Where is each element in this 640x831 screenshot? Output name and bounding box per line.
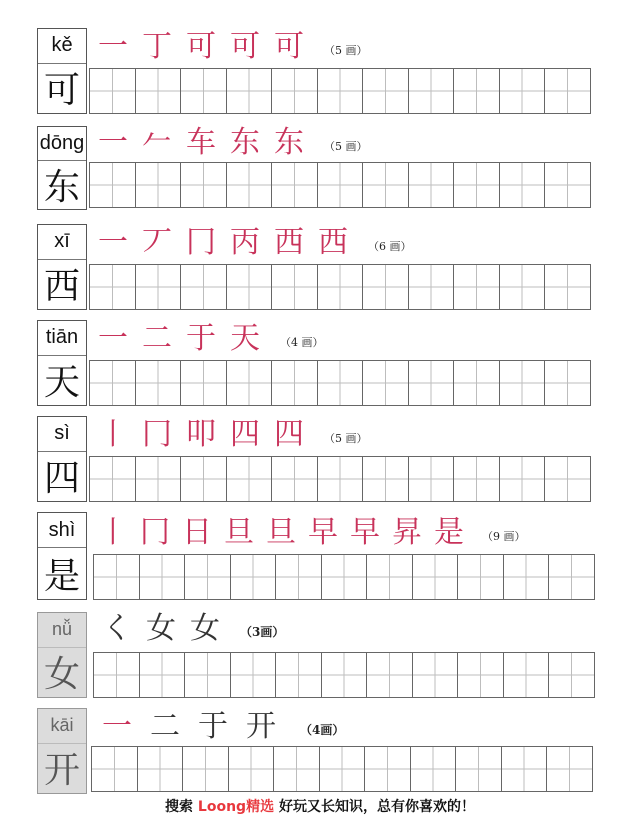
stroke-step: 四 bbox=[230, 417, 260, 452]
char-card bbox=[37, 28, 87, 114]
stroke-step: 冂 bbox=[142, 417, 172, 452]
pinyin-label: dōng bbox=[38, 127, 86, 161]
stroke-step: 𠂉 bbox=[142, 125, 172, 160]
writing-grid bbox=[89, 162, 591, 208]
stroke-order-sequence bbox=[98, 28, 368, 62]
stroke-count: （5 画） bbox=[324, 140, 368, 153]
pinyin-label: shì bbox=[38, 513, 86, 548]
writing-square bbox=[92, 747, 138, 791]
writing-square bbox=[458, 555, 504, 599]
writing-square bbox=[90, 163, 136, 207]
writing-square bbox=[231, 555, 277, 599]
hanzi-character: 四 bbox=[43, 458, 80, 500]
stroke-step: 一 bbox=[102, 709, 132, 744]
hanzi-character: 天 bbox=[43, 362, 80, 404]
writing-square bbox=[185, 653, 231, 697]
writing-square bbox=[136, 457, 182, 501]
char-row-shi bbox=[0, 512, 640, 600]
writing-square bbox=[227, 163, 273, 207]
hanzi-character: 开 bbox=[43, 750, 80, 792]
stroke-step: 四 bbox=[274, 417, 304, 452]
stroke-step: 叩 bbox=[186, 417, 216, 452]
pinyin-label: nǚ bbox=[38, 613, 86, 648]
stroke-order-sequence bbox=[98, 512, 526, 548]
writing-square bbox=[140, 653, 186, 697]
writing-square bbox=[231, 653, 277, 697]
writing-square bbox=[136, 69, 182, 113]
writing-square bbox=[227, 265, 273, 309]
char-card bbox=[37, 612, 87, 698]
writing-square bbox=[454, 69, 500, 113]
writing-square bbox=[545, 361, 590, 405]
writing-square bbox=[140, 555, 186, 599]
writing-square bbox=[500, 163, 546, 207]
writing-square bbox=[500, 457, 546, 501]
char-row-dong bbox=[0, 126, 640, 210]
char-row-ke bbox=[0, 28, 640, 114]
writing-square bbox=[545, 69, 590, 113]
writing-square bbox=[545, 265, 590, 309]
writing-square bbox=[185, 555, 231, 599]
hanzi-character: 东 bbox=[43, 166, 80, 208]
writing-square bbox=[502, 747, 548, 791]
stroke-order-sequence bbox=[98, 224, 412, 258]
writing-square bbox=[367, 653, 413, 697]
writing-square bbox=[181, 361, 227, 405]
writing-square bbox=[545, 163, 590, 207]
writing-square bbox=[227, 69, 273, 113]
stroke-step: 于 bbox=[198, 709, 228, 744]
writing-square bbox=[454, 457, 500, 501]
writing-square bbox=[318, 163, 364, 207]
writing-grid bbox=[91, 746, 593, 792]
writing-square bbox=[181, 457, 227, 501]
writing-square bbox=[413, 555, 459, 599]
stroke-count: （6 画） bbox=[368, 240, 412, 253]
hanzi-character: 是 bbox=[43, 555, 80, 597]
writing-square bbox=[90, 265, 136, 309]
writing-square bbox=[504, 653, 550, 697]
writing-square bbox=[409, 265, 455, 309]
writing-square bbox=[138, 747, 184, 791]
stroke-count: （9 画） bbox=[482, 530, 526, 543]
writing-square bbox=[181, 163, 227, 207]
writing-square bbox=[90, 457, 136, 501]
writing-square bbox=[318, 457, 364, 501]
stroke-step: 旦 bbox=[266, 515, 296, 550]
stroke-step: 丆 bbox=[142, 225, 172, 260]
writing-square bbox=[454, 163, 500, 207]
char-card bbox=[37, 708, 87, 794]
writing-square bbox=[500, 265, 546, 309]
writing-square bbox=[276, 555, 322, 599]
stroke-step: 可 bbox=[274, 29, 304, 64]
writing-square bbox=[409, 163, 455, 207]
footer-suffix: 好玩又长知识，总有你喜欢的！ bbox=[274, 799, 475, 815]
writing-square bbox=[500, 69, 546, 113]
writing-square bbox=[181, 69, 227, 113]
stroke-step: 女 bbox=[146, 611, 176, 646]
char-row-kai bbox=[0, 708, 640, 794]
pinyin-label: kě bbox=[38, 29, 86, 64]
writing-square bbox=[181, 265, 227, 309]
writing-square bbox=[549, 653, 594, 697]
char-card bbox=[37, 512, 87, 600]
writing-grid bbox=[93, 554, 595, 600]
stroke-step: 西 bbox=[274, 225, 304, 260]
footer-prefix: 搜索 bbox=[165, 799, 198, 815]
stroke-count: （4 画） bbox=[280, 336, 324, 349]
stroke-step: 日 bbox=[182, 515, 212, 550]
stroke-order-sequence bbox=[98, 126, 368, 158]
writing-square bbox=[504, 555, 550, 599]
pinyin-label: kāi bbox=[38, 709, 86, 744]
stroke-count: （5 画） bbox=[324, 44, 368, 57]
writing-square bbox=[409, 457, 455, 501]
writing-square bbox=[456, 747, 502, 791]
stroke-step: 一 bbox=[98, 225, 128, 260]
writing-square bbox=[545, 457, 590, 501]
stroke-count: （4画） bbox=[300, 723, 345, 737]
char-card bbox=[37, 126, 87, 210]
stroke-step: 二 bbox=[150, 709, 180, 744]
writing-grid bbox=[89, 456, 591, 502]
stroke-step: 丨 bbox=[98, 515, 128, 550]
stroke-step: 一 bbox=[98, 321, 128, 356]
writing-square bbox=[454, 361, 500, 405]
stroke-step: 二 bbox=[142, 321, 172, 356]
hanzi-character: 西 bbox=[43, 266, 80, 308]
stroke-step: 早 bbox=[350, 515, 380, 550]
char-card bbox=[37, 416, 87, 502]
writing-square bbox=[136, 361, 182, 405]
writing-square bbox=[272, 265, 318, 309]
pinyin-label: xī bbox=[38, 225, 86, 260]
writing-square bbox=[90, 69, 136, 113]
writing-square bbox=[94, 555, 140, 599]
stroke-step: 冂 bbox=[186, 225, 216, 260]
stroke-order-sequence bbox=[102, 612, 284, 644]
writing-grid bbox=[89, 68, 591, 114]
stroke-count: （5 画） bbox=[324, 432, 368, 445]
stroke-step: 东 bbox=[230, 125, 260, 160]
writing-square bbox=[136, 163, 182, 207]
writing-square bbox=[454, 265, 500, 309]
stroke-order-sequence bbox=[102, 708, 344, 742]
writing-grid bbox=[89, 264, 591, 310]
stroke-step: 西 bbox=[318, 225, 348, 260]
stroke-order-sequence bbox=[98, 320, 324, 354]
writing-square bbox=[272, 163, 318, 207]
writing-grid bbox=[93, 652, 595, 698]
char-row-si bbox=[0, 416, 640, 502]
writing-square bbox=[272, 69, 318, 113]
promo-footer bbox=[0, 796, 640, 816]
writing-square bbox=[90, 361, 136, 405]
writing-square bbox=[413, 653, 459, 697]
writing-square bbox=[363, 457, 409, 501]
hanzi-character: 女 bbox=[43, 654, 80, 696]
stroke-order-sequence bbox=[98, 416, 368, 450]
footer-brand[interactable]: Loong精选 bbox=[197, 799, 275, 815]
stroke-step: 丁 bbox=[142, 29, 172, 64]
writing-square bbox=[229, 747, 275, 791]
stroke-step: 可 bbox=[186, 29, 216, 64]
writing-square bbox=[322, 555, 368, 599]
writing-square bbox=[363, 163, 409, 207]
stroke-step: 是 bbox=[434, 515, 464, 550]
stroke-step: 可 bbox=[230, 29, 260, 64]
stroke-step: 旦 bbox=[224, 515, 254, 550]
writing-square bbox=[409, 361, 455, 405]
writing-square bbox=[320, 747, 366, 791]
writing-square bbox=[318, 265, 364, 309]
stroke-step: 开 bbox=[246, 709, 276, 744]
char-row-xi bbox=[0, 224, 640, 310]
stroke-step: 天 bbox=[230, 321, 260, 356]
writing-square bbox=[500, 361, 546, 405]
writing-square bbox=[363, 265, 409, 309]
stroke-step: 车 bbox=[186, 125, 216, 160]
writing-square bbox=[318, 361, 364, 405]
writing-square bbox=[409, 69, 455, 113]
writing-square bbox=[363, 361, 409, 405]
writing-square bbox=[227, 457, 273, 501]
writing-square bbox=[367, 555, 413, 599]
char-card bbox=[37, 224, 87, 310]
stroke-step: 一 bbox=[98, 125, 128, 160]
stroke-step: 东 bbox=[274, 125, 304, 160]
writing-square bbox=[272, 457, 318, 501]
writing-square bbox=[274, 747, 320, 791]
stroke-step: 女 bbox=[190, 611, 220, 646]
writing-square bbox=[365, 747, 411, 791]
stroke-step: 冂 bbox=[140, 515, 170, 550]
stroke-step: 一 bbox=[98, 29, 128, 64]
hanzi-character: 可 bbox=[43, 70, 80, 112]
writing-square bbox=[322, 653, 368, 697]
stroke-step: 丙 bbox=[230, 225, 260, 260]
writing-square bbox=[318, 69, 364, 113]
writing-square bbox=[183, 747, 229, 791]
writing-square bbox=[227, 361, 273, 405]
stroke-count: （3画） bbox=[240, 625, 285, 639]
writing-square bbox=[272, 361, 318, 405]
writing-square bbox=[276, 653, 322, 697]
stroke-step: 丨 bbox=[98, 417, 128, 452]
char-row-tian bbox=[0, 320, 640, 406]
writing-square bbox=[411, 747, 457, 791]
writing-grid bbox=[89, 360, 591, 406]
writing-square bbox=[136, 265, 182, 309]
char-row-nv bbox=[0, 612, 640, 698]
stroke-step: 早 bbox=[308, 515, 338, 550]
writing-square bbox=[458, 653, 504, 697]
writing-square bbox=[549, 555, 594, 599]
writing-square bbox=[363, 69, 409, 113]
writing-square bbox=[547, 747, 592, 791]
stroke-step: く bbox=[102, 611, 132, 646]
char-card bbox=[37, 320, 87, 406]
pinyin-label: sì bbox=[38, 417, 86, 452]
stroke-step: 昇 bbox=[392, 515, 422, 550]
writing-square bbox=[94, 653, 140, 697]
pinyin-label: tiān bbox=[38, 321, 86, 356]
stroke-step: 于 bbox=[186, 321, 216, 356]
